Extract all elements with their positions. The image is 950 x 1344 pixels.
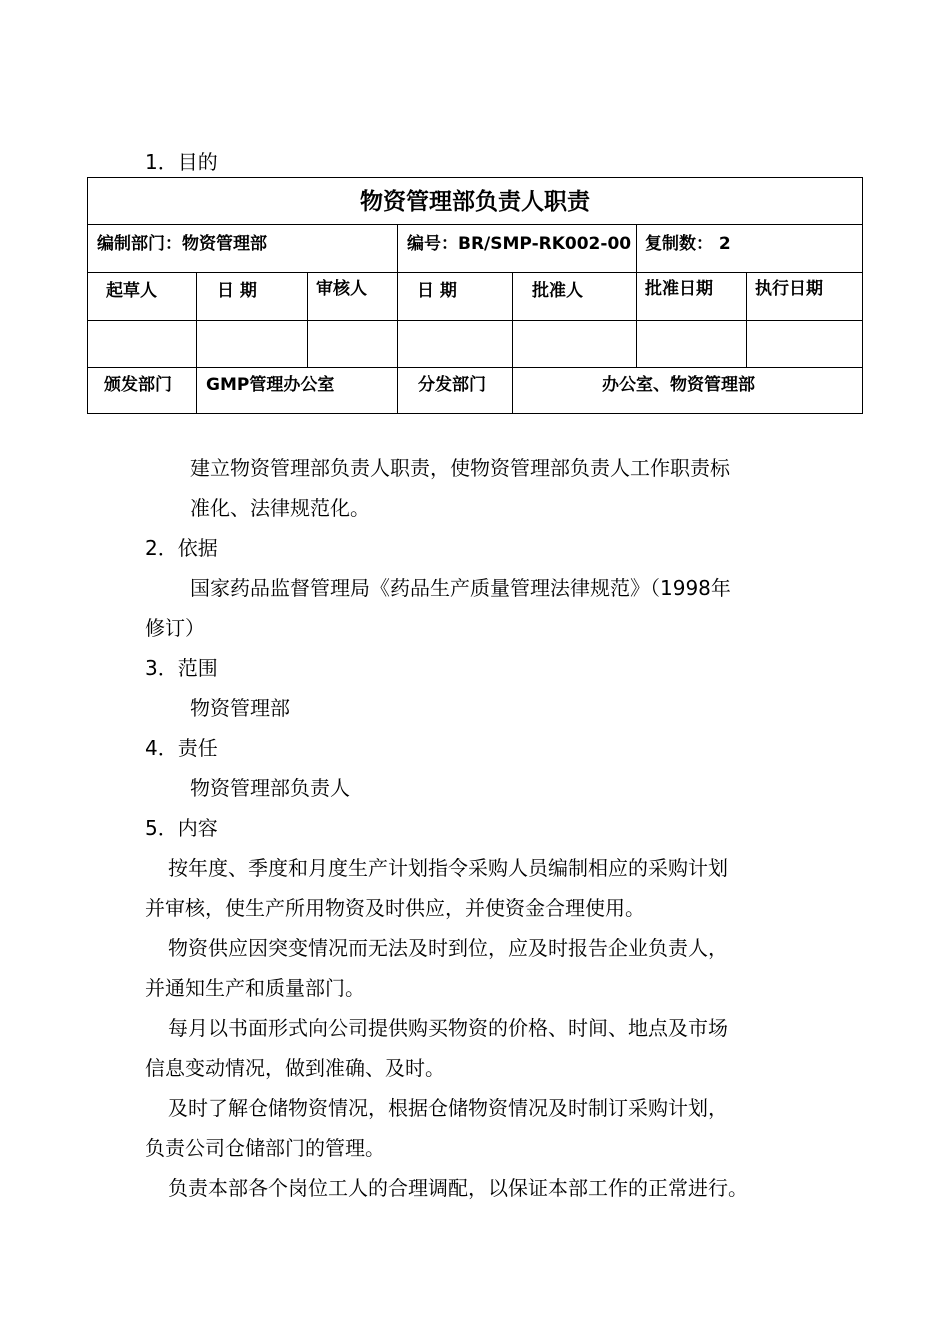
issue-dept-label: 颁发部门: [104, 375, 172, 395]
table-rule: [397, 272, 398, 414]
header-approval-date: 批准日期: [645, 279, 713, 299]
table-rule: [636, 224, 637, 272]
purpose-text-line: 建立物资管理部负责人职责，使物资管理部负责人工作职责标: [190, 456, 730, 480]
header-reviewer: 审核人: [316, 279, 367, 299]
table-rule: [307, 272, 308, 367]
issue-dept-value: GMP管理办公室: [206, 375, 335, 395]
table-rule: [196, 272, 197, 414]
basis-text-line: 修订）: [145, 616, 205, 640]
header-drafter: 起草人: [106, 281, 157, 301]
responsibility-text: 物资管理部负责人: [190, 776, 350, 800]
content-text-line: 信息变动情况，做到准确、及时。: [145, 1056, 445, 1080]
content-text-line: 并通知生产和质量部门。: [145, 976, 365, 1000]
scope-text: 物资管理部: [190, 696, 290, 720]
section-4-heading: 4．责任: [145, 736, 218, 760]
section-1-heading: 1．目的: [145, 150, 218, 174]
document-code: 编号：BR/SMP-RK002-00: [407, 234, 632, 254]
section-5-heading: 5．内容: [145, 816, 218, 840]
copies-count: 复制数： 2: [645, 234, 731, 254]
basis-text-line: 国家药品监督管理局《药品生产质量管理法律规范》（1998年: [190, 576, 731, 600]
header-date: 日 期: [417, 281, 457, 301]
document-control-table: [87, 177, 863, 414]
content-text-line: 物资供应因突变情况而无法及时到位，应及时报告企业负责人，: [168, 936, 728, 960]
section-3-heading: 3．范围: [145, 656, 218, 680]
header-approver: 批准人: [532, 281, 583, 301]
header-effective-date: 执行日期: [755, 279, 823, 299]
header-date: 日 期: [217, 281, 257, 301]
table-rule: [88, 367, 862, 368]
distribution-dept-label: 分发部门: [418, 375, 486, 395]
content-text-line: 及时了解仓储物资情况，根据仓储物资情况及时制订采购计划，: [168, 1096, 728, 1120]
table-rule: [397, 224, 398, 272]
table-rule: [746, 272, 747, 367]
content-text-line: 按年度、季度和月度生产计划指令采购人员编制相应的采购计划: [168, 856, 728, 880]
table-title: 物资管理部负责人职责: [360, 189, 590, 215]
table-rule: [512, 272, 513, 414]
content-text-line: 每月以书面形式向公司提供购买物资的价格、时间、地点及市场: [168, 1016, 728, 1040]
content-text-line: 负责本部各个岗位工人的合理调配，以保证本部工作的正常进行。: [168, 1176, 748, 1200]
section-2-heading: 2．依据: [145, 536, 218, 560]
table-rule: [88, 224, 862, 225]
distribution-dept-value: 办公室、物资管理部: [602, 375, 755, 395]
content-text-line: 负责公司仓储部门的管理。: [145, 1136, 385, 1160]
table-rule: [636, 272, 637, 367]
content-text-line: 并审核，使生产所用物资及时供应，并使资金合理使用。: [145, 896, 645, 920]
prepared-dept: 编制部门：物资管理部: [97, 234, 267, 254]
purpose-text-line: 准化、法律规范化。: [190, 496, 370, 520]
